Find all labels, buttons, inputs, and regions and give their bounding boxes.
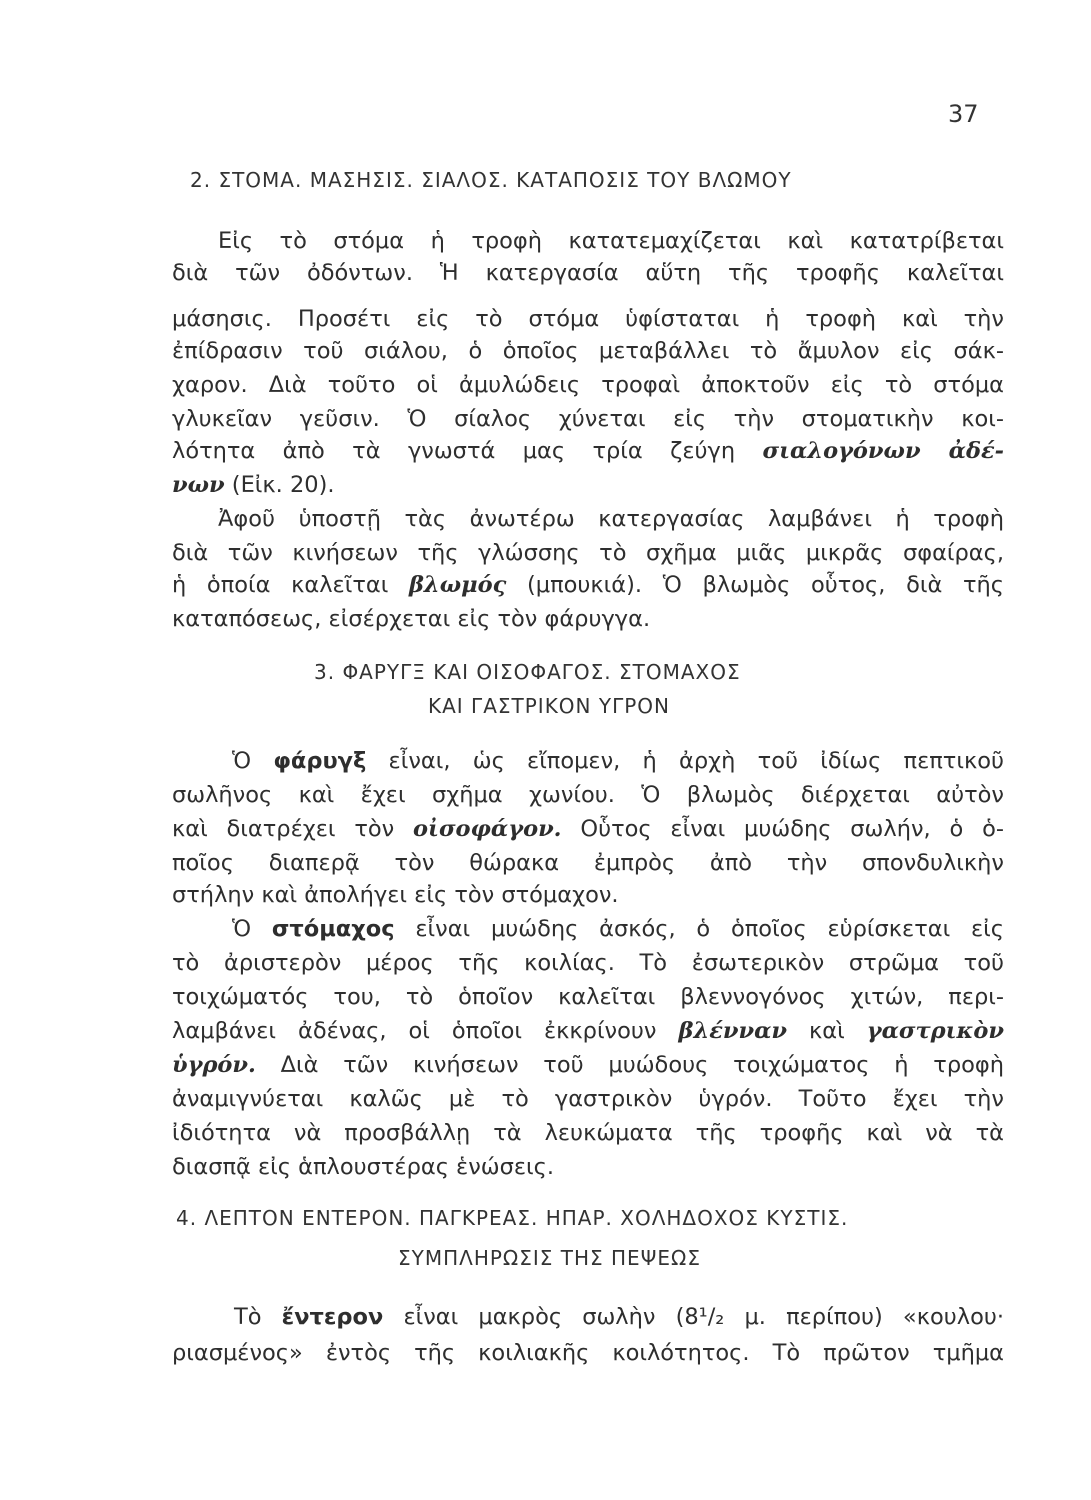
text-run: καὶ [787, 1018, 867, 1044]
paragraph-line: ἐπίδρασιν τοῦ σιάλου, ὁ ὁποῖος μεταβάλλει τὸ ἄμυλον εἰς σάκ- [172, 338, 1004, 364]
text-run: εἶναι, ὡς εἴπομεν, ἡ ἀρχὴ τοῦ ἰδίως πεπτικοῦ [366, 748, 1004, 774]
paragraph-line [172, 570, 1004, 600]
emphasis-term: νων [172, 472, 225, 498]
paragraph-line: ριασμένος» ἐντὸς τῆς κοιλιακῆς κοιλότητος. Τὸ πρῶτον τμῆμα [172, 1340, 1004, 1366]
paragraph-line: ἀναμιγνύεται καλῶς μὲ τὸ γαστρικὸν ὑγρόν. Τοῦτο ἔχει τὴν [172, 1086, 1004, 1112]
text-run: Οὗτος εἶναι μυώδης σωλήν, ὁ ὁ- [561, 816, 1004, 842]
paragraph-line [232, 746, 1004, 776]
section-4-heading-cont: ΣΥΜΠΛΗΡΩΣΙΣ ΤΗΣ ΠΕΨΕΩΣ [398, 1246, 701, 1270]
paragraph-line: ποῖος διαπερᾷ τὸν θώρακα ἐμπρὸς ἀπὸ τὴν σπονδυλικὴν [172, 850, 1004, 876]
section-3-heading: 3. ΦΑΡΥΓΞ ΚΑΙ ΟΙΣΟΦΑΓΟΣ. ΣΤΟΜΑΧΟΣ [314, 660, 741, 684]
section-3-heading-cont: ΚΑΙ ΓΑΣΤΡΙΚΟΝ ΥΓΡΟΝ [428, 694, 670, 718]
paragraph-line: διὰ τῶν ὀδόντων. Ἡ κατεργασία αὕτη τῆς τροφῆς καλεῖται [172, 260, 1004, 286]
page-number: 37 [948, 100, 979, 128]
text-run: εἶναι μακρὸς σωλὴν (8¹/₂ μ. περίπου) «κουλου· [383, 1304, 1004, 1330]
paragraph-line [234, 1302, 1004, 1332]
section-2-heading: 2. ΣΤΟΜΑ. ΜΑΣΗΣΙΣ. ΣΙΑΛΟΣ. ΚΑΤΑΠΟΣΙΣ ΤΟΥ ΒΛΩΜΟΥ [190, 168, 792, 192]
paragraph-line: τὸ ἀριστερὸν μέρος τῆς κοιλίας. Τὸ ἐσωτερικὸν στρῶμα τοῦ [172, 950, 1004, 976]
text-run: Διὰ τῶν κινήσεων τοῦ μυώδους τοιχώματος ἡ τροφὴ [255, 1052, 1004, 1078]
emphasis-term: γαστρικὸν [866, 1018, 1004, 1044]
paragraph-line: μάσησις. Προσέτι εἰς τὸ στόμα ὑφίσταται ἡ τροφὴ καὶ τὴν [172, 306, 1004, 332]
paragraph-line [172, 1050, 1004, 1080]
paragraph-line: διασπᾷ εἰς ἁπλουστέρας ἑνώσεις. [172, 1154, 555, 1180]
paragraph-line: Ἀφοῦ ὑποστῇ τὰς ἀνωτέρω κατεργασίας λαμβάνει ἡ τροφὴ [218, 506, 1004, 532]
text-run: Ὁ [232, 748, 274, 774]
emphasis-term: ὑγρόν. [172, 1052, 256, 1078]
text-run: Τὸ [234, 1304, 282, 1330]
paragraph-line: καταπόσεως, εἰσέρχεται εἰς τὸν φάρυγγα. [172, 606, 651, 632]
paragraph-line: χαρον. Διὰ τοῦτο οἱ ἀμυλώδεις τροφαὶ ἀποκτοῦν εἰς τὸ στόμα [172, 372, 1004, 398]
key-term: στόμαχος [271, 916, 395, 942]
paragraph-line [172, 1016, 1004, 1046]
emphasis-term: σιαλογόνων ἀδέ- [762, 438, 1004, 464]
text-run: Ὁ [232, 916, 272, 942]
paragraph-line [172, 470, 1004, 500]
paragraph-line [172, 436, 1004, 466]
text-run: λότητα ἀπὸ τὰ γνωστά μας τρία ζεύγη [172, 438, 736, 464]
text-run: (μπουκιά). Ὁ βλωμὸς οὗτος, διὰ τῆς [506, 572, 1004, 598]
text-run: λαμβάνει ἀδένας, οἱ ὁποῖοι ἐκκρίνουν [172, 1018, 679, 1044]
paragraph-line: Εἰς τὸ στόμα ἡ τροφὴ κατατεμαχίζεται καὶ κατατρίβεται [218, 228, 1004, 254]
paragraph-line: διὰ τῶν κινήσεων τῆς γλώσσης τὸ σχῆμα μιᾶς μικρᾶς σφαίρας, [172, 540, 1004, 566]
emphasis-term: βλένναν [678, 1018, 788, 1044]
key-term: φάρυγξ [273, 748, 367, 774]
text-run: εἶναι μυώδης ἀσκός, ὁ ὁποῖος εὑρίσκεται εἰς [394, 916, 1004, 942]
emphasis-term: βλωμός [408, 572, 507, 598]
paragraph-line [172, 814, 1004, 844]
text-run: καὶ διατρέχει τὸν [172, 816, 414, 842]
paragraph-line: γλυκεῖαν γεῦσιν. Ὁ σίαλος χύνεται εἰς τὴν στοματικὴν κοι- [172, 406, 1004, 432]
section-4-heading: 4. ΛΕΠΤΟΝ ΕΝΤΕΡΟΝ. ΠΑΓΚΡΕΑΣ. ΗΠΑΡ. ΧΟΛΗΔΟΧΟΣ ΚΥΣΤΙΣ. [176, 1206, 849, 1230]
paragraph-line: ἰδιότητα νὰ προσβάλλῃ τὰ λευκώματα τῆς τροφῆς καὶ νὰ τὰ [172, 1120, 1004, 1146]
paragraph-line [232, 914, 1004, 944]
paragraph-line: τοιχώματός του, τὸ ὁποῖον καλεῖται βλεννογόνος χιτών, περι- [172, 984, 1004, 1010]
paragraph-line: σωλῆνος καὶ ἔχει σχῆμα χωνίου. Ὁ βλωμὸς διέρχεται αὐτὸν [172, 782, 1004, 808]
emphasis-term: οἰσοφάγον. [413, 816, 562, 842]
text-run: (Εἰκ. 20). [224, 472, 335, 498]
key-term: ἔντερον [281, 1304, 384, 1330]
paragraph-line: στήλην καὶ ἀπολήγει εἰς τὸν στόμαχον. [172, 882, 619, 908]
text-run: ἡ ὁποία καλεῖται [172, 572, 409, 598]
